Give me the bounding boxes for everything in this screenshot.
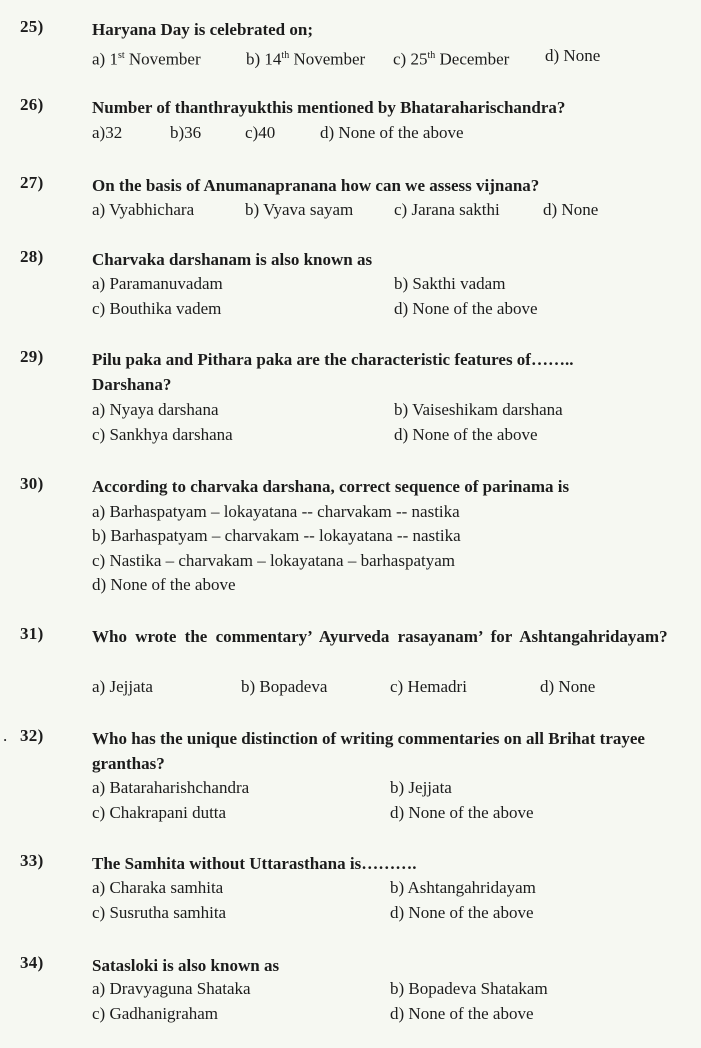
- option-b: b) Vaiseshikam darshana: [394, 400, 563, 419]
- option-b: b) Jejjata: [390, 778, 452, 797]
- option-d: d) None of the above: [394, 299, 538, 318]
- question-text-line-2: Darshana?: [92, 375, 172, 394]
- question-number: 32): [20, 726, 44, 745]
- question-text: Charvaka darshanam is also known as: [92, 250, 373, 269]
- option-d: d) None of the above: [390, 1004, 534, 1023]
- option-b: b) Vyava sayam: [245, 200, 354, 219]
- question-number: 27): [20, 173, 44, 192]
- question-text: On the basis of Anumanapranana how can we assess vijnana?: [92, 176, 540, 195]
- option-a: a)32: [92, 123, 123, 142]
- option-d: d) None: [543, 200, 599, 219]
- question-number: 29): [20, 347, 44, 366]
- option-c: c) 25th December: [393, 49, 510, 69]
- option-c: c) Susrutha samhita: [92, 903, 227, 922]
- option-b: b) Barhaspatyam – charvakam -- lokayatana -- nastika: [92, 526, 461, 545]
- option-c: c) Hemadri: [390, 677, 467, 696]
- option-d: d) None of the above: [394, 425, 538, 444]
- question-text: Who has the unique distinction of writing commentaries on all Brihat trayee granthas?: [92, 729, 645, 773]
- option-d: d) None: [545, 46, 601, 65]
- option-c: c) Jarana sakthi: [394, 200, 500, 219]
- question-number: 26): [20, 95, 44, 114]
- option-d: d) None of the above: [390, 903, 534, 922]
- option-d: d) None: [540, 677, 596, 696]
- option-a: a) Barhaspatyam – lokayatana -- charvakam -- nastika: [92, 502, 460, 521]
- option-b: b) Bopadeva Shatakam: [390, 979, 548, 998]
- option-a: a) Nyaya darshana: [92, 400, 219, 419]
- option-b: b) Sakthi vadam: [394, 274, 506, 293]
- option-c: c) Sankhya darshana: [92, 425, 233, 444]
- option-a: a) Charaka samhita: [92, 878, 224, 897]
- question-number: 25): [20, 17, 44, 36]
- question-text: Number of thanthrayukthis mentioned by Bhataraharischandra?: [92, 98, 566, 117]
- option-a: a) Dravyaguna Shataka: [92, 979, 251, 998]
- option-c: c) Nastika – charvakam – lokayatana – barhaspatyam: [92, 551, 455, 570]
- question-text: The Samhita without Uttarasthana is……….: [92, 854, 417, 873]
- question-text: According to charvaka darshana, correct sequence of parinama is: [92, 477, 570, 496]
- option-c: c) Gadhanigraham: [92, 1004, 219, 1023]
- option-d: d) None of the above: [320, 123, 464, 142]
- option-c: c) Bouthika vadem: [92, 299, 222, 318]
- option-a: a) Vyabhichara: [92, 200, 195, 219]
- question-text: Haryana Day is celebrated on;: [92, 20, 313, 39]
- option-b: b) 14th November: [246, 49, 366, 69]
- question-number: 33): [20, 851, 44, 870]
- option-b: b)36: [170, 123, 202, 142]
- question-text: [92, 347, 687, 397]
- question-number: 34): [20, 953, 44, 972]
- option-a: a) Bataraharishchandra: [92, 778, 250, 797]
- question-text-line-1: Pilu paka and Pithara paka are the characteristic features of……..: [92, 350, 574, 369]
- option-c: c)40: [245, 123, 276, 142]
- question-number: 28): [20, 247, 44, 266]
- option-d: d) None of the above: [92, 575, 236, 594]
- option-c: c) Chakrapani dutta: [92, 803, 227, 822]
- question-number: 31): [20, 624, 44, 643]
- question-text: Satasloki is also known as: [92, 956, 280, 975]
- option-b: b) Ashtangahridayam: [390, 878, 536, 897]
- option-a: a) Jejjata: [92, 677, 153, 696]
- option-b: b) Bopadeva: [241, 677, 328, 696]
- margin-mark: .: [3, 726, 8, 745]
- question-number: 30): [20, 474, 44, 493]
- option-d: d) None of the above: [390, 803, 534, 822]
- option-a: a) 1st November: [92, 49, 201, 69]
- option-a: a) Paramanuvadam: [92, 274, 223, 293]
- question-text: Who wrote the commentary’ Ayurveda rasayanam’ for Ashtangahridayam?: [92, 627, 668, 646]
